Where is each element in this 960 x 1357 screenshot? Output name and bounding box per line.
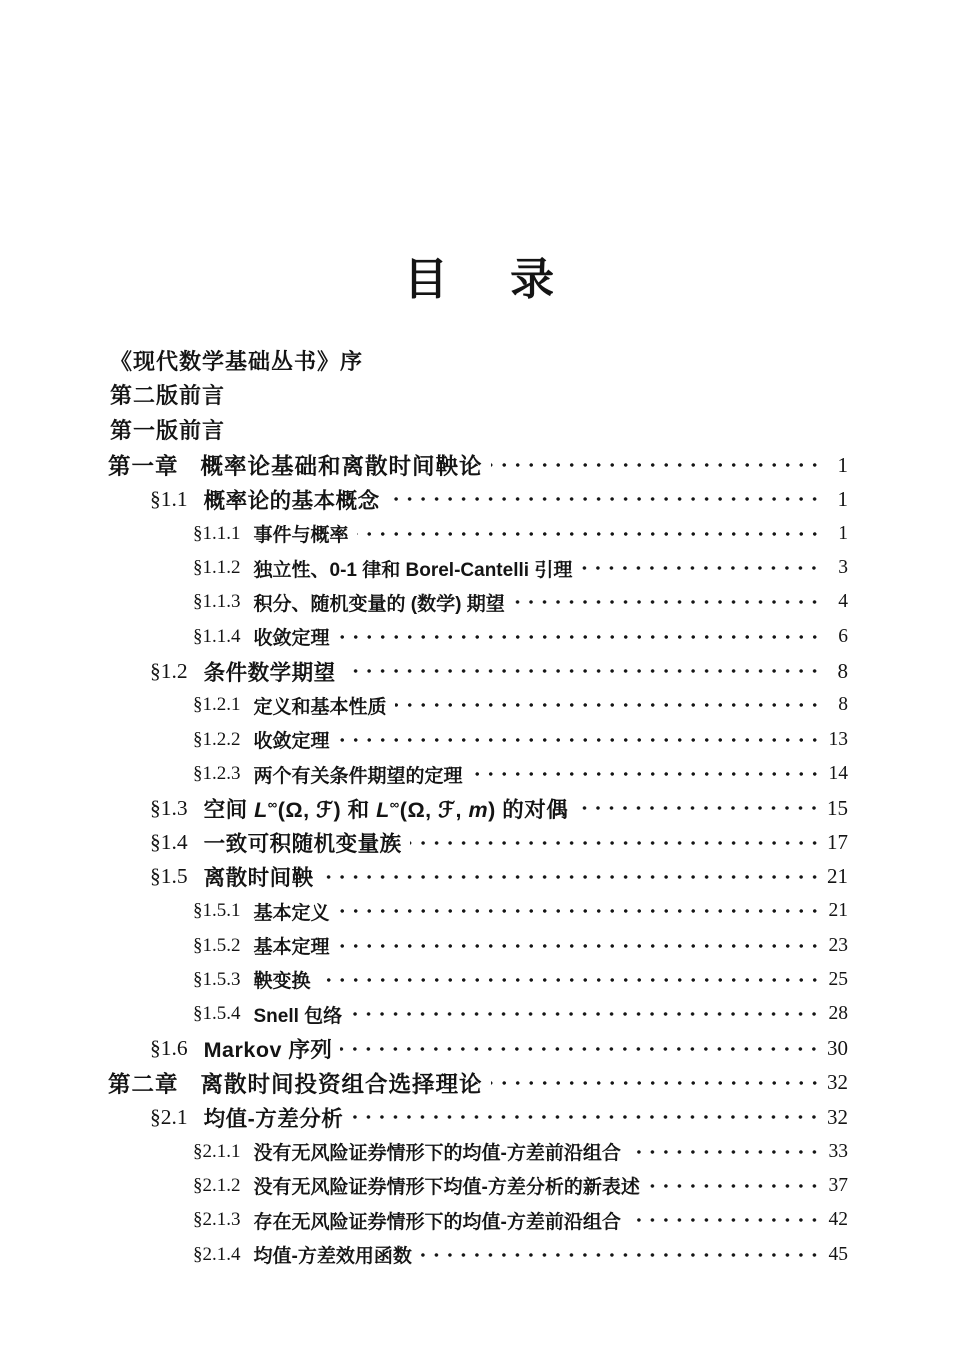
front-matter-line-first-edition-preface: 第一版前言 xyxy=(110,417,226,443)
toc-entry-page: 4 xyxy=(838,591,848,613)
toc-entry-number: §1.5.4 xyxy=(193,1003,241,1025)
toc-entry-title: 基本定义 xyxy=(253,902,330,924)
dot-leader-icon xyxy=(491,1079,821,1087)
toc-row xyxy=(0,928,960,962)
toc-entry-page: 8 xyxy=(837,658,848,683)
toc-entry-number: §1.1.2 xyxy=(193,557,241,579)
toc-entry-page: 42 xyxy=(828,1209,848,1231)
toc-row xyxy=(0,1031,960,1065)
toc-entry-number: §1.1.3 xyxy=(193,591,241,613)
dot-leader-icon xyxy=(351,1113,821,1121)
toc-row xyxy=(0,1203,960,1237)
dot-leader-icon xyxy=(648,1182,821,1190)
dot-leader-icon xyxy=(388,495,821,503)
toc-entry-title: Markov 序列 xyxy=(203,1038,333,1063)
dot-leader-icon xyxy=(471,770,821,778)
toc-row xyxy=(0,723,960,757)
toc-entry-title: 空间 L∞(Ω, ℱ) 和 L∞(Ω, ℱ, m) 的对偶 xyxy=(203,796,569,822)
toc-entry-title: 离散时间投资组合选择理论 xyxy=(200,1071,483,1097)
toc-entry-number: 第二章 xyxy=(108,1071,179,1097)
toc-entry-number: 第一章 xyxy=(108,454,179,480)
toc-entry-number: §1.3 xyxy=(150,795,188,820)
toc-row xyxy=(0,620,960,654)
dot-leader-icon xyxy=(338,907,821,915)
dot-leader-icon xyxy=(340,1045,821,1053)
toc-entry-title: 没有无风险证券情形下的均值-方差前沿组合 xyxy=(253,1143,621,1165)
toc-row xyxy=(0,688,960,722)
dot-leader-icon xyxy=(580,564,821,572)
toc-row xyxy=(0,860,960,894)
toc-row xyxy=(0,997,960,1031)
dot-leader-icon xyxy=(350,1010,821,1018)
toc-row xyxy=(0,894,960,928)
toc-entry-page: 8 xyxy=(838,694,848,716)
dot-leader-icon xyxy=(395,701,821,709)
toc-entry-title: 离散时间鞅 xyxy=(203,866,314,891)
toc-row xyxy=(0,1169,960,1203)
toc-entry-title: 两个有关条件期望的定理 xyxy=(253,765,463,787)
toc-row xyxy=(0,757,960,791)
toc-entry-page: 32 xyxy=(827,1070,848,1095)
toc-entry-number: §2.1.4 xyxy=(193,1243,241,1265)
toc-entry-page: 15 xyxy=(827,795,848,820)
toc-entry-page: 23 xyxy=(828,934,848,956)
toc-entry-number: §1.2.2 xyxy=(193,728,241,750)
toc-entry-title: 概率论的基本概念 xyxy=(203,488,380,513)
toc-entry-number: §1.1.4 xyxy=(193,625,241,647)
toc-entry-title: 存在无风险证券情形下的均值-方差前沿组合 xyxy=(253,1211,621,1233)
toc-entry-title: 概率论基础和离散时间鞅论 xyxy=(200,454,483,480)
toc-row xyxy=(0,1134,960,1168)
toc-entry-title: 事件与概率 xyxy=(253,525,349,547)
dot-leader-icon xyxy=(322,873,821,881)
toc-entry-number: §1.5.3 xyxy=(193,968,241,990)
page-title: 目 录 xyxy=(403,255,557,304)
toc-row xyxy=(0,517,960,551)
dot-leader-icon xyxy=(319,976,821,984)
toc-row xyxy=(0,654,960,688)
toc-entry-number: §1.2 xyxy=(150,658,188,683)
dot-leader-icon xyxy=(629,1148,821,1156)
dot-leader-icon xyxy=(410,839,821,847)
dot-leader-icon xyxy=(344,667,821,675)
toc-entry-page: 28 xyxy=(828,1003,848,1025)
toc-entry-title: 均值-方差效用函数 xyxy=(253,1246,412,1268)
toc-entry-page: 21 xyxy=(827,864,848,889)
toc-entry-page: 32 xyxy=(827,1104,848,1129)
toc-entry-page: 6 xyxy=(838,625,848,647)
toc-entry-title: 基本定理 xyxy=(253,937,330,959)
toc-entry-title: 定义和基本性质 xyxy=(253,696,387,718)
toc-entry-title: 一致可积随机变量族 xyxy=(203,832,402,857)
toc-row xyxy=(0,482,960,516)
dot-leader-icon xyxy=(420,1251,821,1259)
toc-row xyxy=(0,1237,960,1271)
toc-entry-number: §2.1.2 xyxy=(193,1174,241,1196)
toc-entry-number: §2.1.3 xyxy=(193,1209,241,1231)
toc-entry-page: 17 xyxy=(827,830,848,855)
toc-entry-page: 1 xyxy=(838,522,848,544)
toc-entry-number: §1.2.3 xyxy=(193,763,241,784)
toc-entry-number: §2.1.1 xyxy=(193,1140,241,1162)
toc-row xyxy=(0,448,960,482)
toc-entry-page: 1 xyxy=(837,452,848,477)
dot-leader-icon xyxy=(357,530,821,538)
toc-entry-title: 收敛定理 xyxy=(253,731,330,753)
toc-entry-page: 1 xyxy=(837,486,848,511)
toc-entry-title: 均值-方差分析 xyxy=(203,1106,344,1131)
toc-entry-page: 45 xyxy=(828,1243,848,1265)
toc-row xyxy=(0,1066,960,1100)
dot-leader-icon xyxy=(629,1216,821,1224)
front-matter-line-second-edition-preface: 第二版前言 xyxy=(110,383,226,409)
toc-entry-number: §1.1 xyxy=(150,486,188,511)
toc-row xyxy=(0,826,960,860)
front-matter xyxy=(0,345,960,448)
toc-entry-number: §1.4 xyxy=(150,830,188,855)
toc-entry-title: 没有无风险证券情形下均值-方差分析的新表述 xyxy=(253,1177,640,1199)
toc-entry-page: 30 xyxy=(827,1036,848,1061)
toc-entry-title: 条件数学期望 xyxy=(203,660,336,685)
dot-leader-icon xyxy=(576,804,821,812)
toc-entry-title: 独立性、0-1 律和 Borel-Cantelli 引理 xyxy=(253,559,573,581)
dot-leader-icon xyxy=(338,633,821,641)
toc-entry-page: 21 xyxy=(828,900,848,922)
toc-entry-number: §1.5 xyxy=(150,864,188,889)
toc-list xyxy=(0,448,960,1272)
toc-entry-number: §1.5.2 xyxy=(193,934,241,956)
toc-entry-page: 25 xyxy=(828,968,848,990)
toc-entry-number: §2.1 xyxy=(150,1104,188,1129)
toc-entry-number: §1.6 xyxy=(150,1036,188,1061)
toc-entry-page: 3 xyxy=(838,557,848,579)
dot-leader-icon xyxy=(338,942,821,950)
toc-entry-number: §1.2.1 xyxy=(193,694,241,716)
front-matter-line-series-preface: 《现代数学基础丛书》序 xyxy=(110,349,364,374)
toc-entry-number: §1.5.1 xyxy=(193,900,241,922)
toc-entry-title: 收敛定理 xyxy=(253,628,330,650)
toc-entry-title: 鞅变换 xyxy=(253,971,311,993)
toc-row xyxy=(0,551,960,585)
toc-row xyxy=(0,791,960,825)
toc-row xyxy=(0,585,960,619)
dot-leader-icon xyxy=(513,598,821,606)
toc-entry-page: 33 xyxy=(828,1140,848,1162)
toc-entry-page: 13 xyxy=(828,728,848,750)
dot-leader-icon xyxy=(491,461,821,469)
toc-entry-number: §1.1.1 xyxy=(193,522,241,544)
toc-entry-title: Snell 包络 xyxy=(253,1005,343,1027)
toc-entry-page: 14 xyxy=(828,763,848,784)
toc-entry-page: 37 xyxy=(828,1174,848,1196)
toc-entry-title: 积分、随机变量的 (数学) 期望 xyxy=(253,593,505,615)
toc-row xyxy=(0,1100,960,1134)
dot-leader-icon xyxy=(338,736,821,744)
toc-row xyxy=(0,963,960,997)
